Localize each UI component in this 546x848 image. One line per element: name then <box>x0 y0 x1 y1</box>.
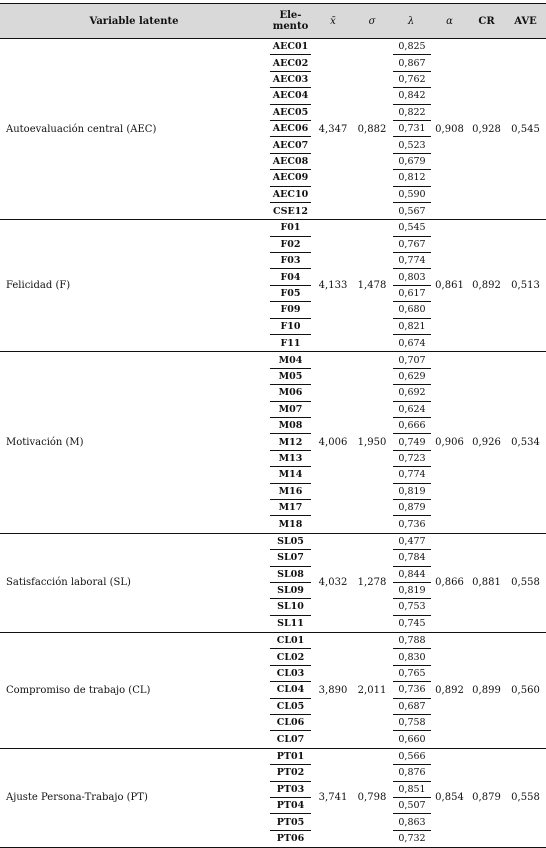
element-code: M16 <box>270 484 311 500</box>
element-code: F03 <box>270 253 311 269</box>
element-code: PT01 <box>270 749 311 765</box>
cr-value: 0,899 <box>472 684 501 696</box>
lambda-value: 0,674 <box>398 337 426 349</box>
element-list <box>268 352 313 532</box>
lambda-value: 0,819 <box>393 583 431 599</box>
lambda-value: 0,666 <box>393 418 431 434</box>
sigma-value: 0,882 <box>357 123 387 135</box>
ave-value: 0,534 <box>511 437 540 449</box>
element-code: M06 <box>270 385 311 401</box>
group-row <box>0 749 546 848</box>
lambda-value: 0,830 <box>393 649 431 665</box>
group-row <box>0 633 546 749</box>
element-code: CL02 <box>270 649 311 665</box>
mean-value: 3,741 <box>318 792 348 804</box>
lambda-value: 0,879 <box>393 500 431 516</box>
lambda-value: 0,477 <box>393 534 431 550</box>
element-code: SL10 <box>270 599 311 615</box>
lambda-value: 0,803 <box>393 269 431 285</box>
lambda-value: 0,692 <box>393 385 431 401</box>
element-code: F09 <box>270 302 311 318</box>
lambda-value: 0,867 <box>393 55 431 71</box>
lambda-value: 0,736 <box>393 682 431 698</box>
lambda-value: 0,812 <box>393 170 431 186</box>
table-header <box>0 3 546 39</box>
element-code: AEC09 <box>270 170 311 186</box>
header-variable: Variable latente <box>89 15 179 27</box>
element-code: M17 <box>270 500 311 516</box>
group-label: Motivación (M) <box>6 437 84 449</box>
alpha-value: 0,908 <box>435 123 464 135</box>
element-code: M05 <box>270 369 311 385</box>
lambda-value: 0,567 <box>398 205 426 217</box>
element-code: F04 <box>270 269 311 285</box>
element-code: M04 <box>270 352 311 368</box>
lambda-value: 0,680 <box>393 302 431 318</box>
lambda-value: 0,687 <box>393 699 431 715</box>
element-code: SL07 <box>270 550 311 566</box>
element-list <box>268 534 313 632</box>
header-lambda: λ <box>407 15 415 27</box>
element-code: M14 <box>270 467 311 483</box>
lambda-value: 0,842 <box>393 88 431 104</box>
cr-value: 0,928 <box>472 123 501 135</box>
element-code: CL04 <box>270 682 311 698</box>
lambda-value: 0,707 <box>393 352 431 368</box>
cr-value: 0,892 <box>472 280 501 292</box>
element-code: SL11 <box>277 618 304 630</box>
lambda-value: 0,821 <box>393 319 431 335</box>
element-code: M07 <box>270 402 311 418</box>
group-row <box>0 534 546 633</box>
lambda-value: 0,767 <box>393 237 431 253</box>
header-element: Ele- mento <box>272 10 309 32</box>
header-alpha: α <box>446 15 453 27</box>
lambda-value: 0,732 <box>398 833 426 845</box>
element-code: F10 <box>270 319 311 335</box>
lambda-value: 0,788 <box>393 633 431 649</box>
element-code: AEC10 <box>270 187 311 203</box>
lambda-value: 0,844 <box>393 567 431 583</box>
lambda-value: 0,819 <box>393 484 431 500</box>
element-code: PT05 <box>270 814 311 830</box>
element-code: AEC08 <box>270 154 311 170</box>
sigma-value: 2,011 <box>357 684 387 696</box>
element-list <box>268 749 313 847</box>
ave-value: 0,558 <box>511 792 540 804</box>
element-code: CL05 <box>270 699 311 715</box>
element-code: AEC03 <box>270 72 311 88</box>
alpha-value: 0,892 <box>435 684 464 696</box>
element-code: M08 <box>270 418 311 434</box>
lambda-value: 0,731 <box>393 121 431 137</box>
element-code: SL05 <box>270 534 311 550</box>
element-code: F02 <box>270 237 311 253</box>
element-code: F05 <box>270 286 311 302</box>
element-code: AEC05 <box>270 105 311 121</box>
lambda-value: 0,784 <box>393 550 431 566</box>
alpha-value: 0,861 <box>435 280 464 292</box>
group-row <box>0 220 546 352</box>
sigma-value: 1,950 <box>357 437 387 449</box>
lambda-value: 0,745 <box>398 618 426 630</box>
lambda-list <box>391 220 431 351</box>
lambda-value: 0,876 <box>393 765 431 781</box>
element-code: SL08 <box>270 567 311 583</box>
mean-value: 4,032 <box>318 577 348 589</box>
results-table <box>0 3 546 848</box>
element-code: AEC06 <box>270 121 311 137</box>
group-label: Felicidad (F) <box>6 280 71 292</box>
element-code: PT03 <box>270 782 311 798</box>
group-label: Satisfacción laboral (SL) <box>6 577 131 589</box>
lambda-value: 0,624 <box>393 402 431 418</box>
element-code: PT02 <box>270 765 311 781</box>
element-code: M12 <box>270 434 311 450</box>
lambda-list <box>391 749 431 847</box>
cr-value: 0,926 <box>472 437 501 449</box>
header-mean: x̄ <box>330 15 336 27</box>
mean-value: 4,133 <box>318 280 348 292</box>
element-code: M13 <box>270 451 311 467</box>
sigma-value: 0,798 <box>357 792 387 804</box>
element-code: CSE12 <box>273 205 308 217</box>
element-code: AEC01 <box>270 39 311 55</box>
lambda-value: 0,774 <box>393 467 431 483</box>
header-sigma: σ <box>368 15 376 27</box>
lambda-value: 0,863 <box>393 814 431 830</box>
element-code: M18 <box>278 519 303 531</box>
header-ave: AVE <box>514 15 537 27</box>
group-row <box>0 352 546 533</box>
mean-value: 4,347 <box>318 123 348 135</box>
sigma-value: 1,278 <box>357 577 387 589</box>
lambda-list <box>391 633 431 748</box>
lambda-value: 0,617 <box>393 286 431 302</box>
group-label: Autoevaluación central (AEC) <box>6 123 157 135</box>
lambda-value: 0,629 <box>393 369 431 385</box>
alpha-value: 0,854 <box>435 792 464 804</box>
sigma-value: 1,478 <box>357 280 387 292</box>
header-cr: CR <box>478 15 495 27</box>
lambda-value: 0,590 <box>393 187 431 203</box>
lambda-value: 0,822 <box>393 105 431 121</box>
lambda-value: 0,749 <box>393 434 431 450</box>
lambda-list <box>391 39 431 219</box>
element-code: PT06 <box>276 833 305 845</box>
element-code: AEC04 <box>270 88 311 104</box>
lambda-value: 0,825 <box>393 39 431 55</box>
lambda-value: 0,753 <box>393 599 431 615</box>
element-list <box>268 220 313 351</box>
element-list <box>268 633 313 748</box>
lambda-value: 0,545 <box>393 220 431 236</box>
lambda-value: 0,774 <box>393 253 431 269</box>
element-code: SL09 <box>270 583 311 599</box>
ave-value: 0,560 <box>511 684 540 696</box>
element-code: CL01 <box>270 633 311 649</box>
element-code: CL07 <box>276 734 305 746</box>
lambda-value: 0,660 <box>398 734 426 746</box>
group-label: Ajuste Persona-Trabajo (PT) <box>6 792 148 804</box>
alpha-value: 0,906 <box>435 437 464 449</box>
element-code: AEC07 <box>270 137 311 153</box>
cr-value: 0,879 <box>472 792 501 804</box>
element-code: CL03 <box>270 666 311 682</box>
lambda-value: 0,723 <box>393 451 431 467</box>
group-label: Compromiso de trabajo (CL) <box>6 684 151 696</box>
lambda-value: 0,765 <box>393 666 431 682</box>
element-code: CL06 <box>270 715 311 731</box>
cr-value: 0,881 <box>472 577 501 589</box>
mean-value: 3,890 <box>318 684 348 696</box>
element-code: F11 <box>280 337 301 349</box>
lambda-value: 0,758 <box>393 715 431 731</box>
group-row <box>0 39 546 220</box>
lambda-list <box>391 352 431 532</box>
lambda-value: 0,851 <box>393 782 431 798</box>
mean-value: 4,006 <box>318 437 348 449</box>
lambda-value: 0,679 <box>393 154 431 170</box>
lambda-value: 0,736 <box>398 519 426 531</box>
lambda-value: 0,523 <box>393 137 431 153</box>
element-list <box>268 39 313 219</box>
element-code: F01 <box>270 220 311 236</box>
table-body <box>0 39 546 848</box>
alpha-value: 0,866 <box>435 577 464 589</box>
ave-value: 0,558 <box>511 577 540 589</box>
lambda-value: 0,566 <box>393 749 431 765</box>
lambda-value: 0,507 <box>393 798 431 814</box>
lambda-value: 0,762 <box>393 72 431 88</box>
element-code: PT04 <box>270 798 311 814</box>
element-code: AEC02 <box>270 55 311 71</box>
ave-value: 0,545 <box>511 123 540 135</box>
ave-value: 0,513 <box>511 280 540 292</box>
lambda-list <box>391 534 431 632</box>
